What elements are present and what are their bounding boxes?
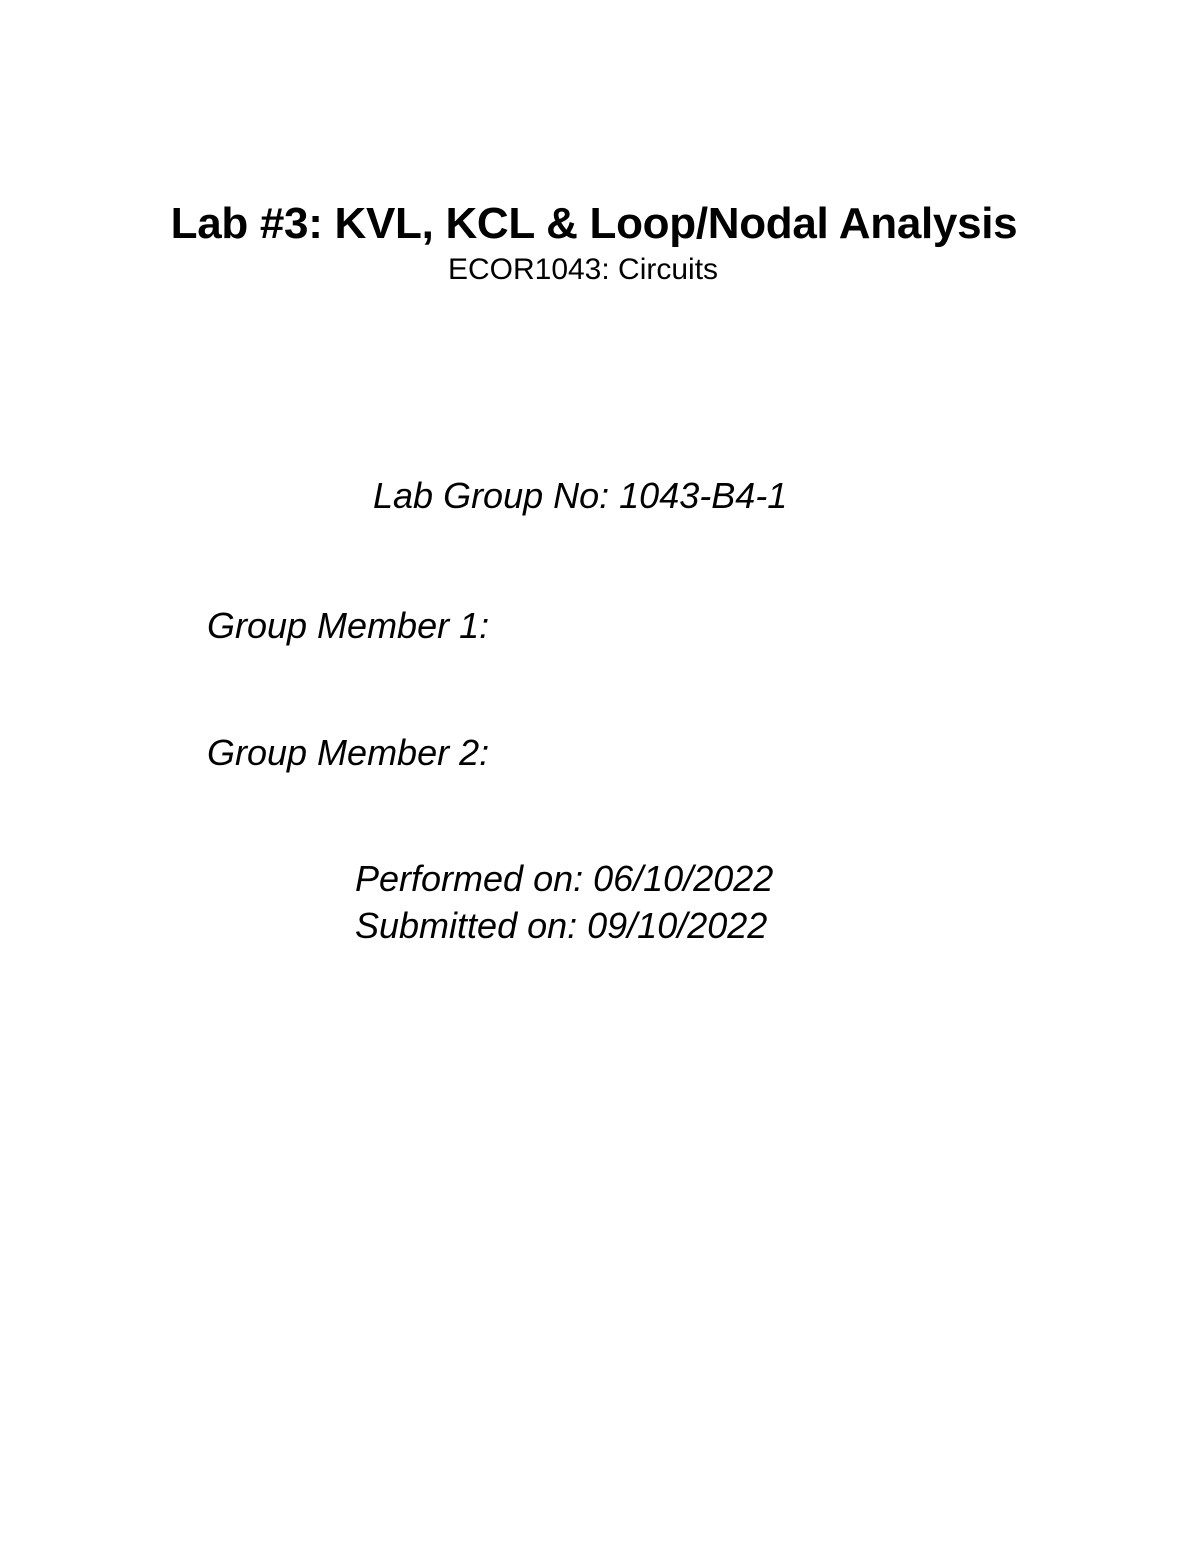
date-block [355, 855, 773, 949]
document-title: Lab #3: KVL, KCL & Loop/Nodal Analysis [170, 199, 1018, 248]
course-subtitle: ECOR1043: Circuits [447, 253, 719, 286]
lab-group-number: Lab Group No: 1043-B4-1 [373, 475, 788, 516]
group-member-1: Group Member 1: [207, 605, 490, 646]
performed-on-date: Performed on: 06/10/2022 [355, 858, 774, 899]
group-member-2: Group Member 2: [207, 732, 490, 773]
submitted-on-date: Submitted on: 09/10/2022 [355, 905, 768, 946]
